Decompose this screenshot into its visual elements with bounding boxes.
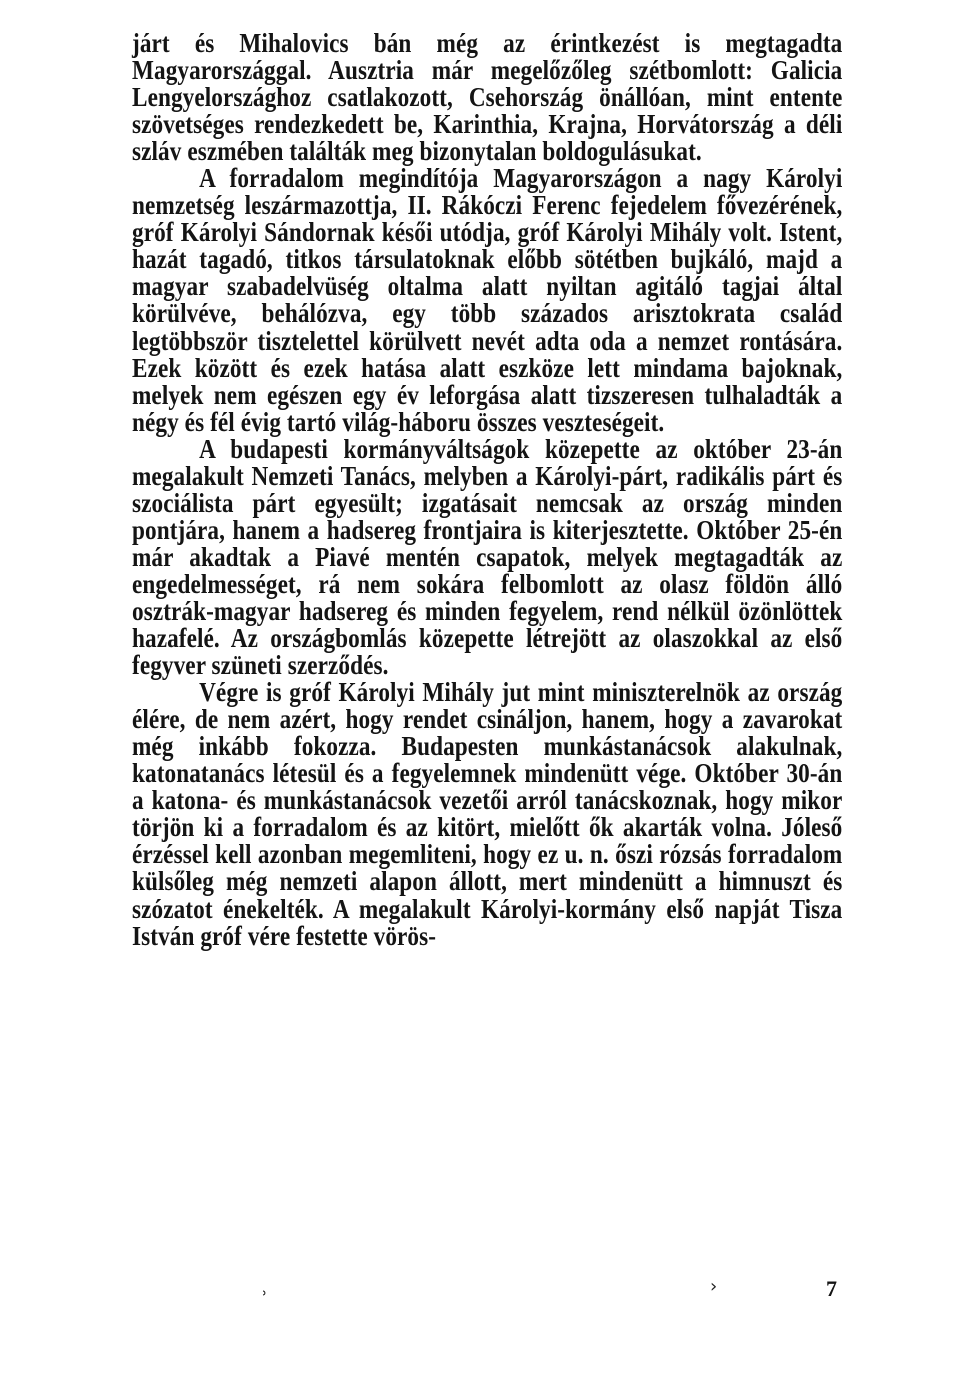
page-number: 7 — [826, 1276, 837, 1301]
paragraph-4: Végre is gróf Károlyi Mihály jut mint miniszterelnök az ország élére, de nem azért, hogy rendet csináljon, hanem, hogy a zavarokat még inkább fokozza. Budapesten munkástanácsok alakulnak, katonatanács létesül és a fegyelemnek mindenütt vége. Október 30-án a katona- és munkástanácsok vezetői arról tanácskoznak, hogy mikor törjön ki a forradalom és az kitört, mielőtt ők akarták volna. Jóleső érzéssel kell azonban megemliteni, hogy ez u. n. őszi rózsás forradalom külsőleg még nemzeti alapon állott, mert mindenütt a himnuszt és szózatot énekelték. A megalakult Károlyi-kormány első napját Tisza István gróf vére festette vörös- — [132, 677, 843, 951]
paragraph-3: A budapesti kormányváltságok közepette az október 23-án megalakult Nemzeti Tanács, melyben a Károlyi-párt, radikális párt és szociálista párt egyesült; izgatásait nemcsak az ország minden pontjára, hanem a hadsereg frontjaira is kiterjesztette. Október 25-én már akadtak a Piavé mentén csapatok, melyek megtagadták az engedelmességet, rá nem sokára felbomlott az olasz földön álló osztrák-magyar hadsereg és minden fegyelem, rend nélkül özönlöttek hazafelé. Az országbomlás közepette létrejött az olaszokkal az első fegyver szüneti szerződés. — [132, 433, 843, 681]
scan-speck-mark: › — [710, 1276, 718, 1297]
scan-speck-mark: ˒ — [262, 1284, 268, 1305]
paragraph-2: A forradalom megindítója Magyarországon a nagy Károlyi nemzetség leszármazottja, II. Rákóczi Ferenc fejedelem fővezérének, gróf Károlyi Sándornak késői utódja, gróf Károlyi Mihály volt. Istent, hazát tagadó, titkos társulatoknak előbb sötétben bujkáló, majd a magyar szabadelvüség oltalma alatt nyiltan agitáló tagjai által körülvéve, behálózva, egy több százados arisztokrata család legtöbbször tisztelettel körülvett nevét adta oda a nemzet rontására. Ezek között és ezek hatása alatt eszköze lett mindama bajoknak, melyek nem egészen egy év leforgása alatt tizszeresen tulhaladták a négy és fél évig tartó világ-háboru összes veszteségeit. — [132, 163, 843, 437]
page-body — [132, 30, 842, 950]
paragraph-1: járt és Mihalovics bán még az érintkezést is megtagadta Magyarországgal. Ausztria már megelőzőleg szétbomlott: Galicia Lengyelországhoz csatlakozott, Csehország önállóan, mint entente szövetséges rendezkedett be, Karinthia, Krajna, Horvátország a déli szláv eszmében találták meg bizonytalan boldogulásukat. — [132, 28, 843, 167]
